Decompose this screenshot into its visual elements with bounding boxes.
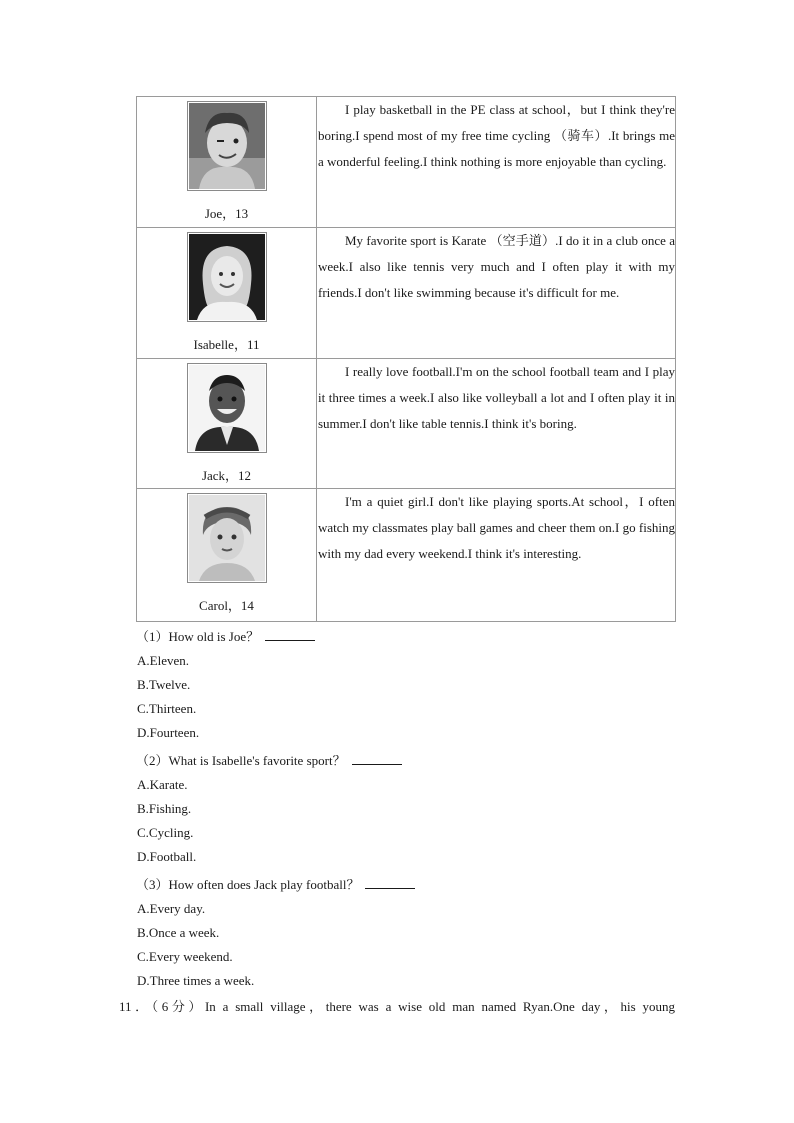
profiles-table: [136, 96, 676, 622]
photo-cell: [137, 228, 317, 359]
profile-text-cell: [317, 97, 676, 228]
profile-text: I'm a quiet girl.I don't like playing sports.At school，I often watch my classmates play ball games and cheer them on.I go fishing with my dad every weekend.I think it's interesting.: [318, 494, 675, 561]
isabelle-photo: [187, 232, 267, 322]
profile-text-cell: [317, 228, 676, 359]
carol-photo: [187, 493, 267, 583]
question-3-option: C.Every weekend.: [137, 949, 233, 964]
question-3-stem: [136, 874, 415, 893]
question-text: （1）How old is Joe？: [136, 629, 260, 644]
photo-cell: [137, 489, 317, 622]
answer-blank[interactable]: [352, 753, 402, 765]
profile-text: I play basketball in the PE class at school，but I think they're boring.I spend most of my free time cycling （骑车）.It brings me a wonderful feeling.I think nothing is more enjoyable than cycling.: [318, 102, 675, 169]
question-3-option: B.Once a week.: [137, 925, 220, 940]
profile-text-cell: [317, 359, 676, 489]
question-3-option: A.Every day.: [137, 901, 206, 916]
answer-blank[interactable]: [365, 877, 415, 889]
question-1-option: C.Thirteen.: [137, 701, 197, 716]
question-2-stem: [136, 750, 402, 769]
next-question-intro: 11．（6分）In a small village，there was a wise old man named Ryan.One day，his young: [119, 999, 675, 1014]
photo-cell: [137, 359, 317, 489]
question-text: （3）How often does Jack play football？: [136, 877, 360, 892]
profile-row-jack: [137, 359, 676, 489]
profile-row-carol: [137, 489, 676, 622]
photo-cell: [137, 97, 317, 228]
profile-name-age: Carol，14: [199, 598, 254, 613]
question-text: （2）What is Isabelle's favorite sport？: [136, 753, 346, 768]
profile-text-cell: [317, 489, 676, 622]
question-2-option: C.Cycling.: [137, 825, 194, 840]
question-2-option: B.Fishing.: [137, 801, 192, 816]
question-3-option: D.Three times a week.: [137, 973, 255, 988]
answer-blank[interactable]: [265, 629, 315, 641]
profile-name-age: Jack，12: [201, 468, 252, 483]
question-2-option: D.Football.: [137, 849, 197, 864]
joe-photo: [187, 101, 267, 191]
jack-photo: [187, 363, 267, 453]
profile-row-isabelle: [137, 228, 676, 359]
question-1-option: A.Eleven.: [137, 653, 189, 668]
question-1-option: D.Fourteen.: [137, 725, 200, 740]
question-1-stem: [136, 626, 315, 645]
question-2-option: A.Karate.: [137, 777, 188, 792]
profile-text: I really love football.I'm on the school football team and I play it three times a week.I also like volleyball a lot and I often play it in summer.I don't like table tennis.I think it's boring.: [318, 364, 675, 431]
profile-text: My favorite sport is Karate （空手道）.I do it in a club once a week.I also like tennis very much and I often play it with my friends.I don't like swimming because it's difficult for me.: [318, 233, 675, 300]
question-1-option: B.Twelve.: [137, 677, 191, 692]
profile-name-age: Joe，13: [204, 206, 249, 221]
profile-name-age: Isabelle，11: [193, 337, 260, 352]
profile-row-joe: [137, 97, 676, 228]
